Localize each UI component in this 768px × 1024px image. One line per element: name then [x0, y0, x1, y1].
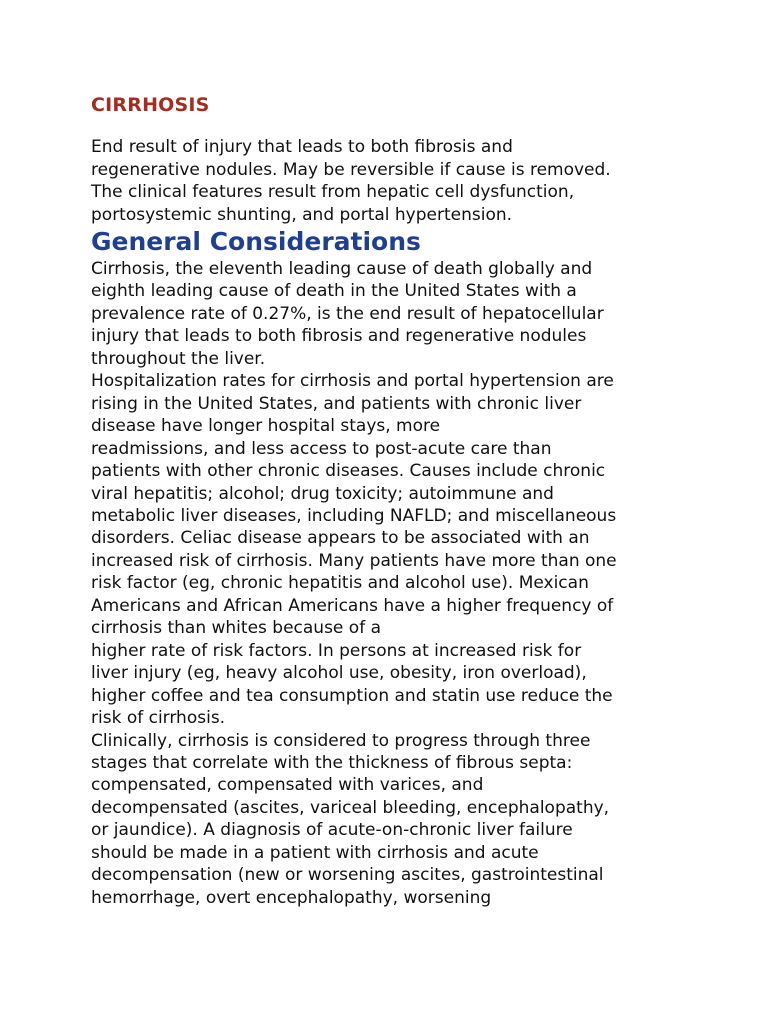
- document-title: CIRRHOSIS: [91, 94, 210, 116]
- section-heading: General Considerations: [91, 227, 421, 256]
- body-paragraph: Cirrhosis, the eleventh leading cause of death globally and eighth leading cause of death in the United States with a prevalence rate of 0.27%, is the end result of hepatocellular injury that leads to both fibrosis and regenerative nodules throughout the liver.: [91, 259, 604, 369]
- body-paragraph: Clinically, cirrhosis is considered to progress through three stages that correlate with the thickness of fibrous septa: compensated, compensated with varices, and decompensated (ascites, variceal bleeding, encephalopathy, or jaundice). A diagnosis of acute-on-chronic liver failure should be made in a patient with cirrhosis and acute decompensation (new or worsening ascites, gastrointestinal hemorrhage, overt encephalopathy, worsening: [91, 730, 610, 908]
- intro-paragraph: End result of injury that leads to both fibrosis and regenerative nodules. May be reversible if cause is removed. The clinical features result from hepatic cell dysfunction, portosystemic shunting, and portal hypertension.: [91, 137, 611, 225]
- body-paragraph: Hospitalization rates for cirrhosis and portal hypertension are rising in the United States, and patients with chronic liver disease have longer hospital stays, more readmissions, and less access to post-acute care than patients with other chronic diseases. Causes include chronic viral hepatitis; alcohol; drug toxicity; autoimmune and metabolic liver diseases, including NAFLD; and miscellaneous disorders. Celiac disease appears to be associated with an increased risk of cirrhosis. Many patients have more than one risk factor (eg, chronic hepatitis and alcohol use). Mexican Americans and African Americans have a higher frequency of cirrhosis than whites because of a higher rate of risk factors. In persons at increased risk for liver injury (eg, heavy alcohol use, obesity, iron overload), higher coffee and tea consumption and statin use reduce the risk of cirrhosis.: [91, 371, 617, 729]
- section-body: [91, 258, 751, 909]
